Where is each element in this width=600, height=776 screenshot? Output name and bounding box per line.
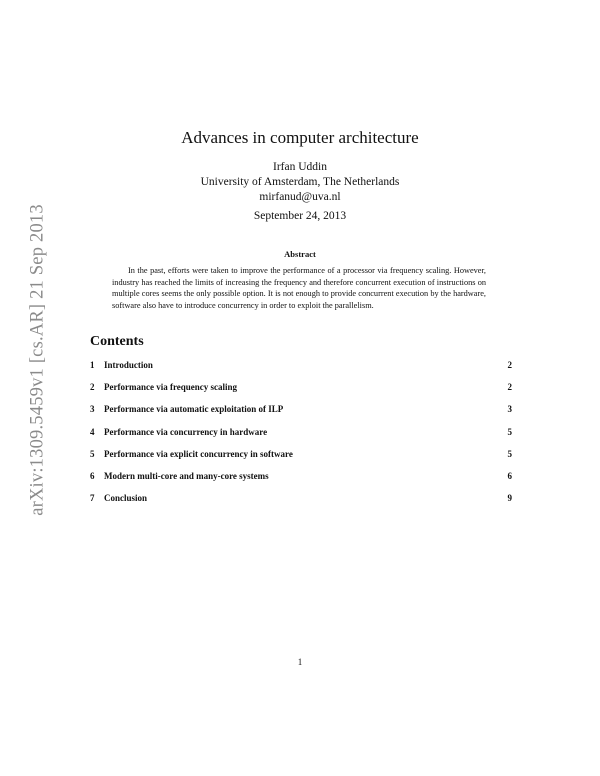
toc-entry[interactable] — [90, 449, 512, 471]
author-block — [0, 160, 600, 205]
author-email: mirfanud@uva.nl — [259, 191, 341, 203]
toc-entry[interactable] — [90, 427, 512, 449]
toc-entry[interactable] — [90, 471, 512, 493]
toc-entry-number: 5 — [90, 448, 95, 459]
arxiv-sidebar-stamp: arXiv:1309.5459v1 [cs.AR] 21 Sep 2013 — [27, 204, 48, 516]
toc-entry-number: 2 — [90, 382, 95, 393]
toc-entry[interactable] — [90, 360, 512, 382]
abstract-heading: Abstract — [284, 249, 316, 259]
toc-entry-number: 3 — [90, 404, 95, 415]
contents-heading: Contents — [90, 334, 144, 349]
toc-entry-title[interactable]: Introduction — [104, 360, 153, 370]
page-number: 1 — [297, 657, 303, 667]
toc-entry-number: 1 — [90, 360, 95, 370]
toc-entry-number: 7 — [90, 493, 95, 504]
toc-entry-page[interactable]: 6 — [507, 470, 512, 481]
paper-date: September 24, 2013 — [253, 210, 347, 222]
toc-entry[interactable] — [90, 493, 512, 515]
author-affiliation: University of Amsterdam, The Netherlands — [200, 176, 400, 188]
toc-entry-page[interactable]: 2 — [507, 382, 512, 393]
abstract-text: In the past, efforts were taken to improve the performance of a processor via frequency scaling. However, industry has reached the limits of increasing the frequency and therefore concurrent execution of instructions on multiple cores seems the only possible option. It is not enough to provide concurrent execution by the hardware, software also have to introduce concurrency in order to exploit the parallelism. — [112, 266, 486, 310]
toc-entry-title[interactable]: Performance via concurrency in hardware — [104, 426, 268, 437]
toc-entry-page[interactable]: 3 — [507, 404, 512, 415]
table-of-contents — [90, 360, 512, 515]
toc-entry[interactable] — [90, 404, 512, 426]
toc-entry[interactable] — [90, 382, 512, 404]
author-name: Irfan Uddin — [273, 161, 327, 173]
toc-entry-page[interactable]: 2 — [507, 360, 512, 370]
toc-entry-title[interactable]: Performance via frequency scaling — [104, 382, 238, 393]
toc-entry-number: 6 — [90, 470, 95, 481]
toc-entry-title[interactable]: Modern multi-core and many-core systems — [104, 470, 269, 481]
toc-entry-page[interactable]: 9 — [507, 493, 512, 504]
toc-entry-page[interactable]: 5 — [507, 448, 512, 459]
toc-entry-title[interactable]: Performance via automatic exploitation of ILP — [104, 404, 284, 415]
toc-entry-title[interactable]: Conclusion — [104, 493, 148, 504]
toc-entry-page[interactable]: 5 — [507, 426, 512, 437]
toc-entry-title[interactable]: Performance via explicit concurrency in software — [104, 448, 293, 459]
toc-entry-number: 4 — [90, 426, 95, 437]
paper-title: Advances in computer architecture — [181, 128, 419, 147]
